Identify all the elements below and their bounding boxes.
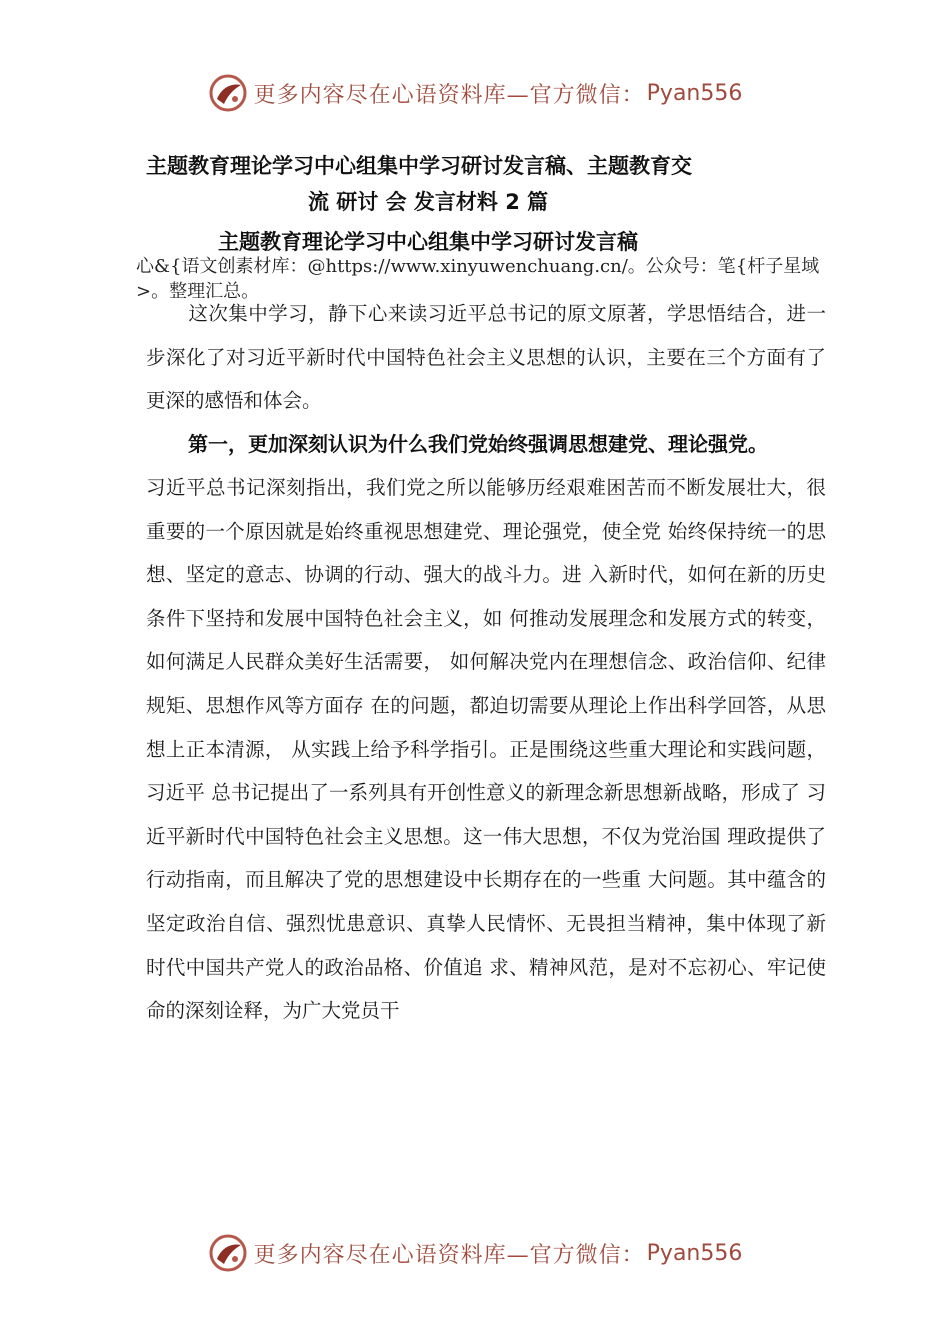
intro-paragraph-text: 这次集中学习，静下心来读习近平总书记的原文原著，学思悟结合，进一步深化了对习近平新时代中国特色社会主义思想的认识，主要在三个方面有了更深的感悟和体会。 xyxy=(146,302,826,413)
source-note: 心&{语文创素材库：@https://www.xinyuwenchuang.cn/。公众号：笔{杆子星域>。整理汇总。 xyxy=(136,256,820,302)
banner-wechat-handle: Pyan556 xyxy=(646,80,743,106)
footer-banner xyxy=(0,1228,950,1278)
document-title-line1: 主题教育理论学习中心组集中学习研讨发言稿、主题教育交 xyxy=(146,154,692,178)
banner-text: 更多内容尽在心语资料库—官方微信： xyxy=(253,82,645,108)
section1-heading: 第一，更加深刻认识为什么我们党始终强调思想建党、理论强党。 xyxy=(188,432,768,456)
intro-paragraph xyxy=(146,292,826,423)
document-title-line2: 流 研讨 会 发言材料 2 篇 xyxy=(308,190,549,214)
banner-text: 更多内容尽在心语资料库—官方微信： xyxy=(253,1242,645,1268)
banner-wechat-handle: Pyan556 xyxy=(646,1240,743,1266)
brand-logo-icon xyxy=(208,1233,248,1273)
brand-logo-icon xyxy=(208,73,248,113)
section1-body: 习近平总书记深刻指出，我们党之所以能够历经艰难困苦而不断发展壮大，很重要的一个原因就是始终重视思想建党、理论强党，使全党 始终保持统一的思想、坚定的意志、协调的行动、强大的战斗力。进 入新时代，如何在新的历史条件下坚持和发展中国特色社会主义，如 何推动发展理念和发展方式的转变，如何满足人民群众美好生活需要， 如何解决党内在理想信念、政治信仰、纪律规矩、思想作风等方面存 在的问题，都迫切需要从理论上作出科学回答，从思想上正本清源， 从实践上给予科学指引。正是围绕这些重大理论和实践问题，习近平 总书记提出了一系列具有开创性意义的新理念新思想新战略，形成了 习近平新时代中国特色社会主义思想。这一伟大思想，不仅为党治国 理政提供了行动指南，而且解决了党的思想建设中长期存在的一些重 大问题。其中蕴含的坚定政治自信、强烈忧患意识、真挚人民情怀、无畏担当精神，集中体现了新时代中国共产党人的政治品格、价值追 求、精神风范，是对不忘初心、牢记使命的深刻诠释，为广大党员干 xyxy=(146,476,826,1023)
header-banner xyxy=(0,68,950,118)
document-subtitle: 主题教育理论学习中心组集中学习研讨发言稿 xyxy=(218,230,638,254)
